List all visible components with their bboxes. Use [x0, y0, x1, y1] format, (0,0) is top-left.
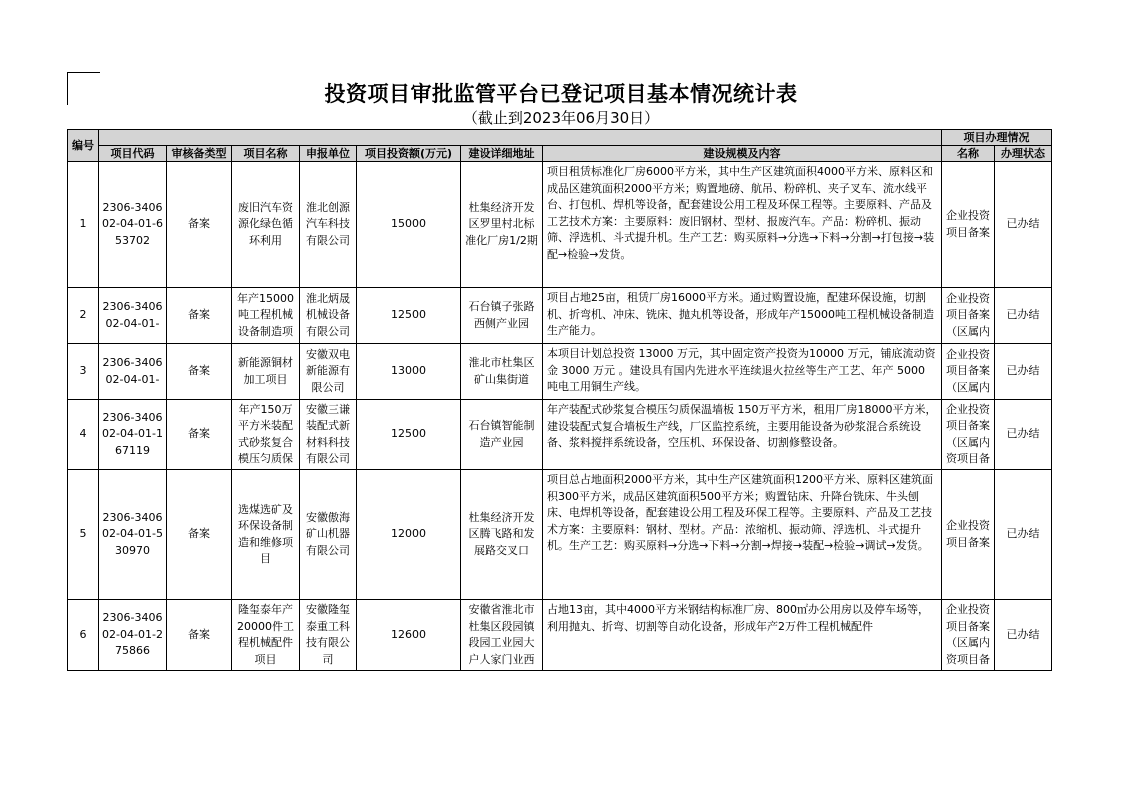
cell-invest: 12000: [357, 470, 461, 600]
cell-status: 已办结: [995, 470, 1052, 600]
cell-invest: 13000: [357, 344, 461, 400]
header-unit: 申报单位: [300, 146, 357, 162]
cell-code: 2306-340602-04-01-: [99, 344, 167, 400]
cell-no: 3: [68, 344, 99, 400]
cell-handling-name: 企业投资项目备案（区属内资项目备: [942, 400, 995, 470]
cell-handling-name: 企业投资项目备案（区属内: [942, 344, 995, 400]
header-address: 建设详细地址: [461, 146, 543, 162]
cell-address: 石台镇智能制造产业园: [461, 400, 543, 470]
cell-name: 选煤选矿及环保设备制造和维修项目: [232, 470, 300, 600]
cell-scale: 本项目计划总投资 13000 万元，其中固定资产投资为10000 万元，铺底流动资金 3000 万元 。建设具有国内先进水平连续退火拉丝等生产工艺、年产 5000 吨电工用铜生产线。: [543, 344, 942, 400]
cell-no: 2: [68, 288, 99, 344]
table-row: [68, 470, 1052, 600]
header-handling-name: 名称: [942, 146, 995, 162]
cell-scale: 项目总占地面积2000平方米，其中生产区建筑面积1200平方米、原料区建筑面积300平方米，成品区建筑面积500平方米；购置钻床、升降台铣床、牛头刨床、电焊机等设备，配套建设公用工程及环保工程等。主要原料、产品及工艺技术方案：主要原料：钢材、型材。产品：浓缩机、振动筛、浮选机、斗式提升机。生产工艺：购买原料→分选→下料→分割→焊接→装配→检验→调试→发货。: [543, 470, 942, 600]
cell-status: 已办结: [995, 344, 1052, 400]
cell-unit: 安徽三谦装配式新材料科技有限公司: [300, 400, 357, 470]
cell-status: 已办结: [995, 400, 1052, 470]
cell-name: 新能源铜材加工项目: [232, 344, 300, 400]
table-row: [68, 600, 1052, 671]
cell-name: 隆玺泰年产20000件工程机械配件项目: [232, 600, 300, 671]
header-row-1: [68, 130, 1052, 146]
cell-code: 2306-340602-04-01-530970: [99, 470, 167, 600]
cell-type: 备案: [167, 470, 232, 600]
cell-address: 杜集经济开发区罗里村北标准化厂房1/2期: [461, 162, 543, 288]
cell-type: 备案: [167, 162, 232, 288]
header-row-2: [68, 146, 1052, 162]
cell-scale: 项目占地25亩，租赁厂房16000平方米。通过购置设施，配建环保设施，切割机、折弯机、冲床、铣床、抛丸机等设备，形成年产15000吨工程机械设备制造生产能力。: [543, 288, 942, 344]
cell-name: 年产150万平方米装配式砂浆复合模压匀质保: [232, 400, 300, 470]
cell-scale: 占地13亩，其中4000平方米钢结构标准厂房、800㎡办公用房以及停车场等，利用抛丸、折弯、切割等自动化设备，形成年产2万件工程机械配件: [543, 600, 942, 671]
cell-type: 备案: [167, 400, 232, 470]
cell-unit: 安徽隆玺泰重工科技有限公司: [300, 600, 357, 671]
cell-unit: 安徽傲海矿山机器有限公司: [300, 470, 357, 600]
cell-no: 4: [68, 400, 99, 470]
cell-no: 5: [68, 470, 99, 600]
cell-handling-name: 企业投资项目备案（区属内资项目备: [942, 600, 995, 671]
cell-code: 2306-340602-04-01-653702: [99, 162, 167, 288]
cell-status: 已办结: [995, 162, 1052, 288]
cell-handling-name: 企业投资项目备案: [942, 470, 995, 600]
header-name: 项目名称: [232, 146, 300, 162]
cell-name: 废旧汽车资源化绿色循环利用: [232, 162, 300, 288]
cell-invest: 15000: [357, 162, 461, 288]
cell-no: 1: [68, 162, 99, 288]
header-scale: 建设规模及内容: [543, 146, 942, 162]
cell-scale: 项目租赁标准化厂房6000平方米，其中生产区建筑面积4000平方米、原料区和成品区建筑面积2000平方米；购置地磅、航吊、粉碎机、夹子叉车、流水线平台、打包机、焊机等设备，配套建设公用工程及环保工程等。主要原料、产品及工艺技术方案：主要原料：废旧钢材、型材、报废汽车。产品：粉碎机、振动筛、浮选机、斗式提升机。生产工艺：购买原料→分选→下料→分割→打包接→装配→检验→发货。: [543, 162, 942, 288]
cell-status: 已办结: [995, 288, 1052, 344]
header-spacer: [99, 130, 942, 146]
header-no: 编号: [68, 130, 99, 162]
table-row: [68, 288, 1052, 344]
header-handling-group: 项目办理情况: [942, 130, 1052, 146]
cell-unit: 安徽双电新能源有限公司: [300, 344, 357, 400]
cell-type: 备案: [167, 344, 232, 400]
cell-code: 2306-340602-04-01-167119: [99, 400, 167, 470]
cell-status: 已办结: [995, 600, 1052, 671]
cell-no: 6: [68, 600, 99, 671]
project-table: [67, 129, 1052, 671]
header-code: 项目代码: [99, 146, 167, 162]
page-subtitle: （截止到2023年06月30日）: [462, 109, 660, 127]
cell-unit: 淮北创源汽车科技有限公司: [300, 162, 357, 288]
cell-type: 备案: [167, 288, 232, 344]
cell-address: 淮北市杜集区矿山集街道: [461, 344, 543, 400]
cell-scale: 年产装配式砂浆复合模压匀质保温墙板 150万平方米，租用厂房18000平方米，建设装配式复合墙板生产线，厂区监控系统，主要用能设备为砂浆混合系统设备、浆料搅拌系统设备，空压机、环保设备、切割修整设备。: [543, 400, 942, 470]
cell-type: 备案: [167, 600, 232, 671]
cell-address: 杜集经济开发区腾飞路和发展路交叉口: [461, 470, 543, 600]
table-row: [68, 162, 1052, 288]
table-row: [68, 344, 1052, 400]
table-row: [68, 400, 1052, 470]
header-type: 审核备类型: [167, 146, 232, 162]
header-handling-status: 办理状态: [995, 146, 1052, 162]
cell-invest: 12500: [357, 288, 461, 344]
cell-handling-name: 企业投资项目备案（区属内: [942, 288, 995, 344]
cell-address: 安徽省淮北市杜集区段园镇段园工业园大户人家门业西: [461, 600, 543, 671]
header-invest: 项目投资额(万元): [357, 146, 461, 162]
cell-unit: 淮北炳晟机械设备有限公司: [300, 288, 357, 344]
cell-name: 年产15000吨工程机械设备制造项: [232, 288, 300, 344]
cell-address: 石台镇子张路西侧产业园: [461, 288, 543, 344]
cell-code: 2306-340602-04-01-275866: [99, 600, 167, 671]
cell-handling-name: 企业投资项目备案: [942, 162, 995, 288]
page-title: 投资项目审批监管平台已登记项目基本情况统计表: [324, 82, 798, 106]
cell-invest: 12600: [357, 600, 461, 671]
cell-code: 2306-340602-04-01-: [99, 288, 167, 344]
cell-invest: 12500: [357, 400, 461, 470]
